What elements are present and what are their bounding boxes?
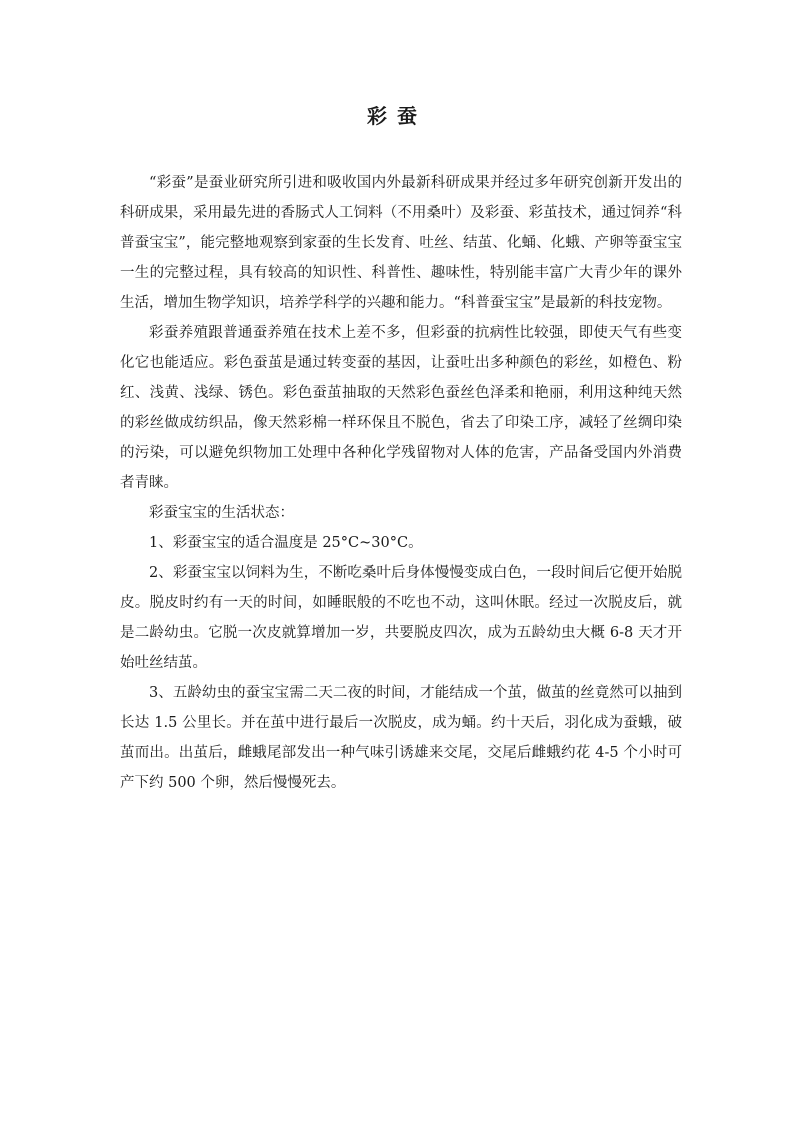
paragraph-intro: “彩蚕”是蚕业研究所引进和吸收国内外最新科研成果并经过多年研究创新开发出的科研成果，采用最先进的香肠式人工饲料（不用桑叶）及彩蚕、彩茧技术，通过饲养“科普蚕宝宝”，能完整地观察到家蚕的生长发育、吐丝、结茧、化蛹、化蛾、产卵等蚕宝宝一生的完整过程，具有较高的知识性、科普性、趣味性，特别能丰富广大青少年的课外生活，增加生物学知识，培养学科学的兴趣和能力。“科普蚕宝宝”是最新的科技宠物。	[120, 175, 682, 311]
paragraph-life-heading: 彩蚕宝宝的生活状态：	[149, 505, 294, 521]
paragraph-item-3: 3、五龄幼虫的蚕宝宝需二天二夜的时间，才能结成一个茧，做茧的丝竟然可以抽到长达 1.5 公里长。并在茧中进行最后一次脱皮，成为蛹。约十天后，羽化成为蚕蛾，破茧而出。出茧后，雌蛾尾部发出一种气味引诱雄来交尾，交尾后雌蛾约花 4-5 个小时可产下约 500 个卵，然后慢慢死去。	[120, 685, 682, 791]
paragraph-item-2: 2、彩蚕宝宝以饲料为生，不断吃桑叶后身体慢慢变成白色，一段时间后它便开始脱皮。脱皮时约有一天的时间，如睡眠般的不吃也不动，这叫休眠。经过一次脱皮后，就是二龄幼虫。它脱一次皮就算增加一岁，共要脱皮四次，成为五龄幼虫大概 6-8 天才开始吐丝结茧。	[120, 565, 682, 671]
paragraph-breeding: 彩蚕养殖跟普通蚕养殖在技术上差不多，但彩蚕的抗病性比较强，即使天气有些变化它也能适应。彩色蚕茧是通过转变蚕的基因，让蚕吐出多种颜色的彩丝，如橙色、粉红、浅黄、浅绿、锈色。彩色蚕茧抽取的天然彩色蚕丝色泽柔和艳丽，利用这种纯天然的彩丝做成纺织品，像天然彩棉一样环保且不脱色，省去了印染工序，减轻了丝绸印染的污染，可以避免织物加工处理中各种化学残留物对人体的危害，产品备受国内外消费者青睐。	[120, 325, 682, 491]
document-body	[120, 168, 682, 798]
paragraph-item-1: 1、彩蚕宝宝的适合温度是 25°C~30°C。	[149, 535, 423, 551]
document-title: 彩蚕	[367, 104, 427, 128]
